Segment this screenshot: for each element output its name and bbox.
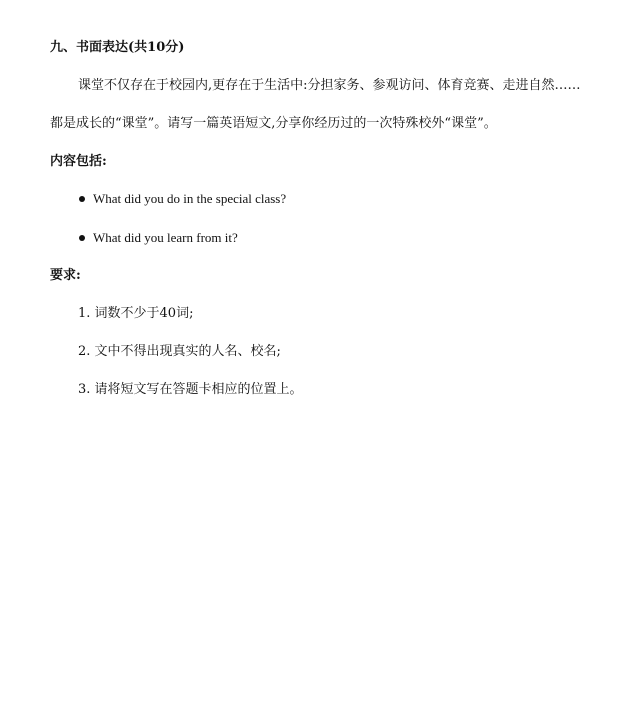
content-point-text: What did you learn from it? — [93, 230, 238, 245]
bullet-icon — [79, 235, 85, 241]
content-heading: 内容包括: — [50, 154, 107, 169]
requirement-item-2: 2. 文中不得出现真实的人名、校名; — [78, 344, 281, 359]
content-point-2 — [79, 229, 238, 247]
requirement-item-3: 3. 请将短文写在答题卡相应的位置上。 — [78, 382, 303, 397]
prompt-line-2: 都是成长的“课堂”。请写一篇英语短文,分享你经历过的一次特殊校外“课堂”。 — [50, 116, 497, 131]
requirements-heading: 要求: — [50, 268, 81, 283]
prompt-line-1: 课堂不仅存在于校园内,更存在于生活中:分担家务、参观访问、体育竞赛、走进自然…… — [78, 78, 581, 93]
requirement-item-1: 1. 词数不少于40词; — [78, 306, 194, 321]
content-point-text: What did you do in the special class? — [93, 191, 287, 206]
section-title: 九、书面表达(共10分) — [50, 40, 185, 55]
bullet-icon — [79, 196, 85, 202]
content-point-1 — [79, 190, 286, 208]
